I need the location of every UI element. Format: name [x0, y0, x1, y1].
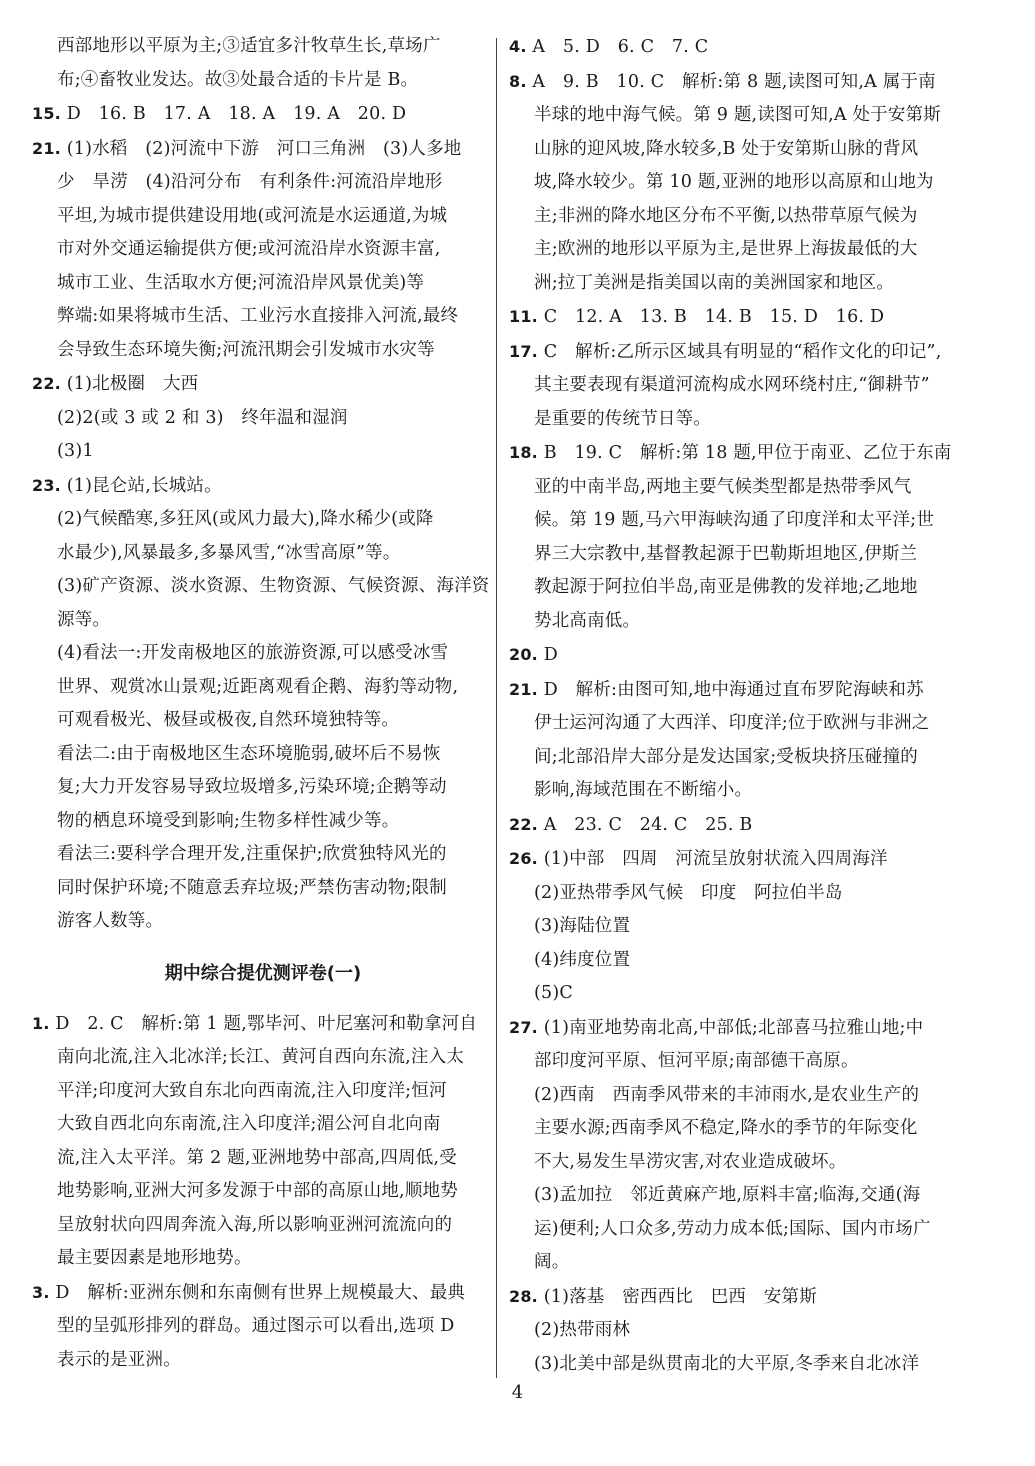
answer-text: D: [537, 645, 558, 665]
answer-line: [32, 671, 494, 705]
column-divider: [496, 38, 497, 1378]
answer-line: [509, 808, 975, 843]
answer-text: 山脉的迎风坡,降水较多,B 处于安第斯山脉的背风: [534, 138, 919, 159]
answer-line: [32, 435, 494, 469]
answer-text: 平坦,为城市提供建设用地(或河流是水运通道,为城: [57, 205, 448, 226]
answer-text: (1)水稻 (2)河流中下游 河口三角洲 (3)人多地: [60, 138, 462, 159]
answer-text: 复;大力开发容易导致垃圾增多,污染环境;企鹅等动: [57, 777, 447, 797]
question-number: 27.: [509, 1017, 538, 1037]
question-number: 22.: [32, 374, 61, 393]
answer-line: [509, 741, 975, 775]
answer-line: [32, 771, 494, 805]
answer-line: [509, 504, 975, 538]
answer-text: 势北高南低。: [534, 610, 641, 631]
answer-text: 部印度河平原、恒河平原;南部德干高原。: [534, 1051, 859, 1071]
answer-line: [32, 1175, 494, 1209]
answer-line: [509, 538, 975, 572]
answer-text: 间;北部沿岸大部分是发达国家;受板块挤压碰撞的: [534, 746, 918, 767]
answer-text: (3)1: [57, 441, 94, 461]
answer-line: [509, 233, 975, 267]
answer-line: [509, 166, 975, 200]
answer-line: [32, 1310, 494, 1344]
answer-line: [509, 436, 975, 471]
answer-line: [509, 842, 975, 877]
answer-line: [32, 1344, 494, 1378]
answer-line: [32, 570, 494, 604]
answer-line: [32, 367, 494, 402]
question-number: 26.: [509, 849, 538, 868]
answer-line: [509, 707, 975, 741]
answer-text: 教起源于阿拉伯半岛,南亚是佛教的发祥地;乙地地: [534, 577, 918, 597]
answer-line: [32, 97, 494, 132]
answer-line: [32, 233, 494, 267]
answer-text: 型的呈弧形排列的群岛。通过图示可以看出,选项 D: [57, 1316, 455, 1336]
answer-line: [32, 1276, 494, 1311]
answer-text: D 16. B 17. A 18. A 19. A 20. D: [60, 104, 407, 124]
answer-text: 洲;拉丁美洲是指美国以南的美洲国家和地区。: [534, 272, 895, 293]
answer-line: [509, 774, 975, 808]
answer-text: 布;④畜牧业发达。故③处最合适的卡片是 B。: [57, 69, 419, 90]
answer-text: 地势影响,亚洲大河多发源于中部的高原山地,顺地势: [57, 1181, 458, 1201]
answer-line: [32, 704, 494, 738]
answer-text: A 9. B 10. C 解析:第 8 题,读图可知,A 属于南: [526, 71, 936, 92]
question-number: 18.: [509, 443, 538, 462]
answer-text: D 解析:亚洲东侧和东南侧有世界上规模最大、最典: [49, 1282, 466, 1303]
answer-line: [509, 267, 975, 301]
answer-text: 会导致生态环境失衡;河流汛期会引发城市水灾等: [57, 339, 435, 360]
question-number: 21.: [32, 138, 61, 158]
answer-text: 其主要表现有渠道河流构成水网环绕村庄,“御耕节”: [534, 375, 930, 395]
answer-text: A 5. D 6. C 7. C: [526, 37, 709, 57]
question-number: 20.: [509, 645, 538, 664]
answer-text: 南向北流,注入北冰洋;长江、黄河自西向东流,注入太: [57, 1047, 465, 1067]
answer-text: 看法三:要科学合理开发,注重保护;欣赏独特风光的: [57, 844, 447, 864]
answer-text: (1)落基 密西西比 巴西 安第斯: [537, 1286, 817, 1307]
answer-line: [32, 805, 494, 839]
answer-line: [509, 605, 975, 639]
answer-line: [32, 503, 494, 537]
answer-text: 运)便利;人口众多,劳动力成本低;国际、国内市场广: [534, 1218, 931, 1239]
answer-line: [32, 402, 494, 436]
answer-text: (1)昆仑站,长城站。: [60, 475, 222, 496]
answer-line: [32, 872, 494, 906]
answer-text: 呈放射状向四周奔流入海,所以影响亚洲河流流向的: [57, 1214, 453, 1235]
answer-line: [509, 571, 975, 605]
answer-text: 主要水源;西南季风不稳定,降水的季节的年际变化: [534, 1118, 918, 1138]
answer-line: [32, 604, 494, 638]
answer-text: 影响,海域范围在不断缩小。: [534, 780, 753, 800]
answer-line: [509, 30, 975, 65]
answer-text: D 2. C 解析:第 1 题,鄂毕河、叶尼塞河和勒拿河自: [49, 1013, 478, 1034]
answer-line: [32, 1075, 494, 1109]
answer-text: 界三大宗教中,基督教起源于巴勒斯坦地区,伊斯兰: [534, 543, 918, 564]
answer-line: [509, 1213, 975, 1247]
answer-text: (1)南亚地势南北高,中部低;北部喜马拉雅山地;中: [537, 1017, 924, 1038]
answer-text: 西部地形以平原为主;③适宜多汁牧草生长,草场广: [57, 36, 441, 56]
answer-text: D 解析:由图可知,地中海通过直布罗陀海峡和苏: [537, 679, 924, 700]
answer-text: (4)看法一:开发南极地区的旅游资源,可以感受冰雪: [57, 643, 449, 663]
answer-text: C 12. A 13. B 14. B 15. D 16. D: [537, 307, 885, 327]
answer-text: 主;非洲的降水地区分布不平衡,以热带草原气候为: [534, 205, 918, 226]
answer-text: 最主要因素是地形地势。: [57, 1248, 252, 1268]
answer-line: [509, 471, 975, 505]
answer-line: [509, 369, 975, 403]
answer-line: [509, 1246, 975, 1280]
answer-line: [509, 200, 975, 234]
answer-line: [32, 738, 494, 772]
left-column: [32, 30, 494, 1377]
left-answers-top: [32, 30, 494, 939]
answer-line: [509, 403, 975, 437]
answer-text: 城市工业、生活取水方便;河流沿岸风景优美)等: [57, 272, 425, 293]
answer-text: (2)2(或 3 或 2 和 3) 终年温和湿润: [57, 407, 348, 428]
answer-line: [509, 977, 975, 1011]
answer-text: 可观看极光、极昼或极夜,自然环境独特等。: [57, 710, 400, 730]
answer-line: [509, 1045, 975, 1079]
answer-line: [32, 537, 494, 571]
answer-text: (2)热带雨林: [534, 1320, 631, 1340]
answer-line: [509, 1112, 975, 1146]
answer-text: 阔。: [534, 1252, 570, 1272]
answer-text: 伊士运河沟通了大西洋、印度洋;位于欧洲与非洲之: [534, 713, 930, 733]
answer-line: [32, 64, 494, 98]
answer-line: [509, 1314, 975, 1348]
answer-text: 弊端:如果将城市生活、工业污水直接排入河流,最终: [57, 306, 459, 326]
answer-text: 不大,易发生旱涝灾害,对农业造成破坏。: [534, 1151, 847, 1172]
answer-text: 亚的中南半岛,两地主要气候类型都是热带季风气: [534, 476, 912, 497]
answer-line: [32, 637, 494, 671]
answer-line: [509, 300, 975, 335]
answer-line: [509, 1179, 975, 1213]
answer-text: (3)矿产资源、淡水资源、生物资源、气候资源、海洋资: [57, 576, 490, 596]
answer-line: [32, 905, 494, 939]
answer-text: 少 旱涝 (4)沿河分布 有利条件:河流沿岸地形: [57, 172, 443, 192]
question-number: 23.: [32, 475, 61, 495]
answer-text: C 解析:乙所示区域具有明显的“稻作文化的印记”,: [537, 341, 942, 362]
question-number: 17.: [509, 341, 538, 361]
answer-text: 物的栖息环境受到影响;生物多样性减少等。: [57, 810, 400, 831]
answer-line: [32, 838, 494, 872]
answer-line: [509, 673, 975, 708]
answer-line: [32, 267, 494, 301]
answer-line: [32, 334, 494, 368]
answer-line: [32, 300, 494, 334]
answer-line: [509, 133, 975, 167]
answer-text: 水最少),风暴最多,多暴风雪,“冰雪高原”等。: [57, 542, 401, 563]
answer-text: 游客人数等。: [57, 911, 164, 931]
section-title: 期中综合提优测评卷(一): [164, 962, 362, 984]
answer-line: [509, 1011, 975, 1046]
answer-text: (3)北美中部是纵贯南北的大平原,冬季来自北冰洋: [534, 1353, 920, 1374]
answer-line: [32, 1108, 494, 1142]
answer-text: 看法二:由于南极地区生态环境脆弱,破坏后不易恢: [57, 743, 441, 764]
answer-text: (3)孟加拉 邻近黄麻产地,原料丰富;临海,交通(海: [534, 1185, 921, 1205]
answer-line: [509, 99, 975, 133]
answer-text: (3)海陆位置: [534, 916, 631, 936]
answer-text: (1)北极圈 大西: [60, 374, 199, 394]
right-column: [509, 30, 975, 1381]
question-number: 8.: [509, 71, 527, 91]
answer-text: A 23. C 24. C 25. B: [537, 814, 753, 835]
answer-line: [32, 1142, 494, 1176]
answer-line: [32, 469, 494, 504]
answer-text: B 19. C 解析:第 18 题,甲位于南亚、乙位于东南: [537, 443, 952, 463]
answer-text: 流,注入太平洋。第 2 题,亚洲地势中部高,四周低,受: [57, 1147, 457, 1168]
answer-line: [509, 910, 975, 944]
answer-line: [509, 335, 975, 370]
answer-line: [32, 1007, 494, 1042]
question-number: 1.: [32, 1013, 50, 1033]
answer-line: [32, 132, 494, 167]
answer-text: 半球的地中海气候。第 9 题,读图可知,A 处于安第斯: [534, 105, 941, 125]
answer-text: (5)C: [534, 983, 573, 1003]
answer-line: [509, 1146, 975, 1180]
question-number: 4.: [509, 37, 527, 56]
answer-text: 同时保护环境;不随意丢弃垃圾;严禁伤害动物;限制: [57, 877, 447, 898]
answer-text: 主;欧洲的地形以平原为主,是世界上海拔最低的大: [534, 239, 918, 259]
answer-text: 是重要的传统节日等。: [534, 408, 711, 429]
answer-text: (1)中部 四周 河流呈放射状流入四周海洋: [537, 849, 888, 869]
left-answers-bottom: [32, 1007, 494, 1378]
answer-text: 世界、观赏冰山景观;近距离观看企鹅、海豹等动物,: [57, 676, 459, 697]
answer-line: [32, 1242, 494, 1276]
answer-text: 源等。: [57, 609, 111, 630]
question-number: 15.: [32, 104, 61, 123]
question-number: 28.: [509, 1286, 538, 1306]
answer-text: 平洋;印度河大致自东北向西南流,注入印度洋;恒河: [57, 1080, 447, 1101]
answer-line: [32, 30, 494, 64]
answer-line: [509, 877, 975, 911]
answer-text: (2)亚热带季风气候 印度 阿拉伯半岛: [534, 882, 843, 903]
answer-line: [32, 166, 494, 200]
answer-line: [509, 1079, 975, 1113]
answer-line: [32, 1209, 494, 1243]
answer-line: [509, 1348, 975, 1382]
question-number: 3.: [32, 1282, 50, 1302]
page-number: 4: [511, 1382, 524, 1403]
answer-text: (2)西南 西南季风带来的丰沛雨水,是农业生产的: [534, 1084, 920, 1105]
answer-text: (4)纬度位置: [534, 949, 631, 970]
answer-line: [509, 638, 975, 673]
question-number: 21.: [509, 679, 538, 699]
question-number: 22.: [509, 814, 538, 834]
answer-line: [509, 944, 975, 978]
answer-text: (2)气候酷寒,多狂风(或风力最大),降水稀少(或降: [57, 509, 434, 529]
answer-text: 表示的是亚洲。: [57, 1349, 181, 1370]
answer-line: [509, 1280, 975, 1315]
question-number: 11.: [509, 307, 538, 326]
answer-line: [509, 65, 975, 100]
answer-line: [32, 1041, 494, 1075]
answer-text: 候。第 19 题,马六甲海峡沟通了印度洋和太平洋;世: [534, 510, 935, 530]
answer-text: 市对外交通运输提供方便;或河流沿岸水资源丰富,: [57, 239, 441, 259]
answer-line: [32, 200, 494, 234]
answer-text: 大致自西北向东南流,注入印度洋;湄公河自北向南: [57, 1114, 441, 1134]
answer-text: 坡,降水较少。第 10 题,亚洲的地形以高原和山地为: [534, 172, 934, 192]
